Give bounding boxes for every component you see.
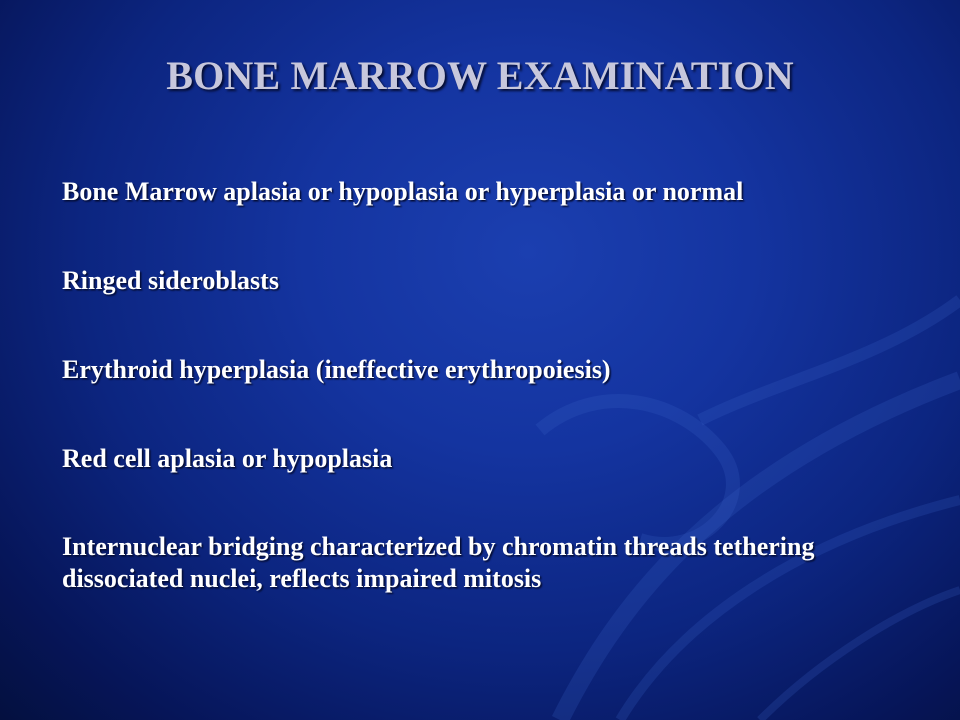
bullet-item: Bone Marrow aplasia or hypoplasia or hyperplasia or normal <box>62 177 744 206</box>
bullet-item: Red cell aplasia or hypoplasia <box>62 444 393 473</box>
bullet-item: Erythroid hyperplasia (ineffective erythropoiesis) <box>62 355 611 384</box>
bullet-item: Internuclear bridging characterized by chromatin threads tethering dissociated nuclei, reflects impaired mitosis <box>62 532 815 593</box>
slide-title: BONE MARROW EXAMINATION <box>166 53 794 98</box>
bullet-item: Ringed sideroblasts <box>62 266 279 295</box>
bullet-list <box>62 176 922 595</box>
swirl-arc-5 <box>760 590 960 720</box>
